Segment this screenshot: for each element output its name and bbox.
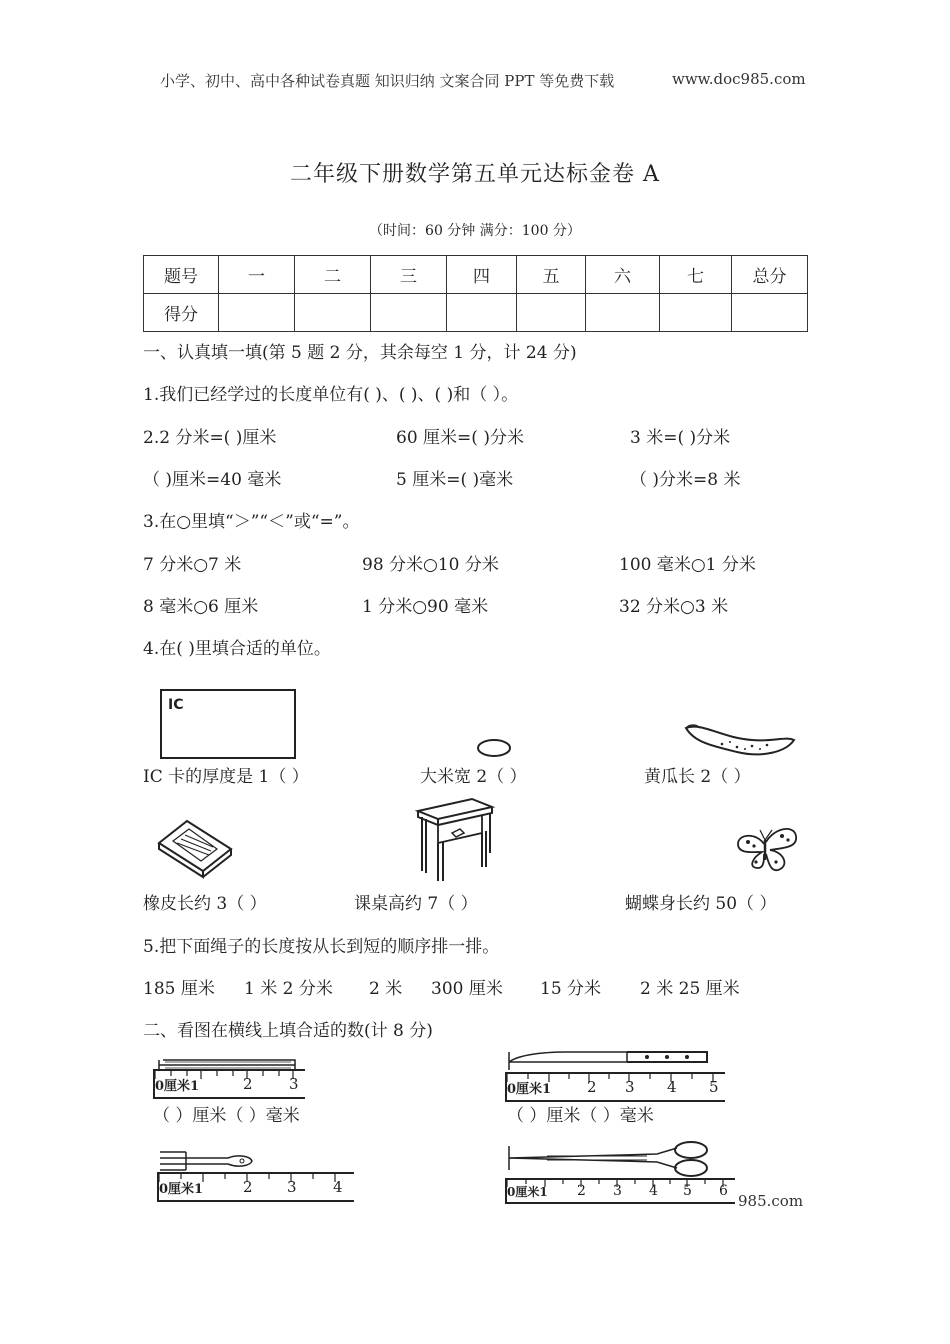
table-cell: 题号 [144,256,219,294]
eraser-image [155,817,235,875]
table-cell: 四 [447,256,517,294]
unit-item: 课桌高约 7（ ） [354,894,478,914]
score-table [143,255,808,332]
ruler-1 [153,1069,305,1099]
question-1: 1.我们已经学过的长度单位有( )、( )、( )和（ ）。 [143,385,519,405]
butterfly-image [734,826,800,872]
score-input-cell[interactable] [447,294,517,332]
rope-length: 300 厘米 [431,979,503,999]
score-input-cell[interactable] [586,294,660,332]
table-cell: 六 [586,256,660,294]
score-input-cell[interactable] [219,294,295,332]
answer-line: （ ）厘米（ ）毫米 [507,1106,654,1126]
score-input-cell[interactable] [660,294,732,332]
compare-item: 8 毫米○6 厘米 [143,597,259,617]
section1-heading: 一、认真填一填(第 5 题 2 分，其余每空 1 分，计 24 分) [143,343,577,363]
table-cell: 一 [219,256,295,294]
cucumber-image [682,720,798,760]
ruler-label: 3 [613,1183,622,1199]
ruler-label: 4 [333,1178,343,1196]
answer-line: （ ）厘米（ ）毫米 [153,1106,300,1126]
ruler-label: 6 [719,1183,728,1199]
question-2f: （ )分米=8 米 [630,470,741,490]
ruler-label: 2 [243,1178,253,1196]
compare-item: 7 分米○7 米 [143,555,242,575]
ruler-label: 5 [683,1183,692,1199]
question-2a: 2.2 分米=( )厘米 [143,428,277,448]
ruler-label: 0厘米1 [155,1079,200,1094]
ruler-label: 4 [667,1078,677,1096]
footer-text: 小学、初中、高中各种试卷真题 知识归纳 文案 [160,1194,470,1212]
page-subtitle: （时间：60 分钟 满分：100 分） [369,223,581,239]
question-5-stem: 5.把下面绳子的长度按从长到短的顺序排一排。 [143,937,500,957]
footer-url[interactable]: 985.com [738,1192,804,1210]
score-input-cell[interactable] [517,294,586,332]
ruler-label: 2 [587,1078,597,1096]
question-2d: （ )厘米=40 毫米 [143,470,282,490]
table-cell: 七 [660,256,732,294]
score-table-header-row [144,256,808,294]
header-text: 小学、初中、高中各种试卷真题 知识归纳 文案合同 PPT 等免费下载 [160,72,615,90]
ruler-label: 2 [577,1183,586,1199]
rope-length: 15 分米 [540,979,602,999]
ruler-label: 0厘米1 [507,1185,548,1199]
question-4-stem: 4.在( )里填合适的单位。 [143,639,331,659]
ruler-label: 3 [625,1078,635,1096]
ruler-label: 3 [289,1075,299,1093]
question-3-stem: 3.在○里填“＞”“＜”或“=”。 [143,512,360,532]
ruler-2 [505,1072,725,1102]
ruler-label: 2 [243,1075,253,1093]
ruler-label: 0厘米1 [507,1082,552,1097]
knife-image [507,1048,723,1074]
page-title: 二年级下册数学第五单元达标金卷 A [290,162,660,187]
table-cell: 得分 [144,294,219,332]
scissors-image [507,1140,731,1178]
unit-item: 蝴蝶身长约 50（ ） [625,894,777,914]
unit-item: 大米宽 2（ ） [420,767,527,787]
ruler-label: 3 [287,1178,297,1196]
ic-card-label: IC [168,697,184,713]
unit-item: 橡皮长约 3（ ） [143,894,267,914]
score-input-cell[interactable] [371,294,447,332]
question-2c: 3 米=( )分米 [630,428,731,448]
unit-item: 黄瓜长 2（ ） [644,767,751,787]
ruler-label: 4 [649,1183,658,1199]
table-cell: 五 [517,256,586,294]
rope-length: 185 厘米 [143,979,215,999]
header-url[interactable]: www.doc985.com [672,70,806,88]
question-2e: 5 厘米=( )毫米 [396,470,514,490]
question-2b: 60 厘米=( )分米 [396,428,524,448]
rice-grain-image [476,738,512,758]
score-input-cell[interactable] [732,294,808,332]
score-table-score-row [144,294,808,332]
unit-item: IC 卡的厚度是 1（ ） [143,767,309,787]
score-input-cell[interactable] [295,294,371,332]
section2-heading: 二、看图在横线上填合适的数(计 8 分) [143,1021,433,1041]
table-cell: 总分 [732,256,808,294]
rope-length: 2 米 25 厘米 [640,979,740,999]
rope-length: 2 米 [369,979,403,999]
rope-length: 1 米 2 分米 [244,979,333,999]
compare-item: 98 分米○10 分米 [362,555,499,575]
ic-card-image [160,689,296,759]
ruler-label: 5 [709,1078,719,1096]
desk-image [416,797,496,883]
ruler-label: 0厘米1 [159,1182,204,1197]
compare-item: 1 分米○90 毫米 [362,597,489,617]
ruler-4 [505,1178,735,1204]
compare-item: 100 毫米○1 分米 [619,555,756,575]
ruler-3 [157,1172,354,1202]
table-cell: 三 [371,256,447,294]
compare-item: 32 分米○3 米 [619,597,729,617]
table-cell: 二 [295,256,371,294]
